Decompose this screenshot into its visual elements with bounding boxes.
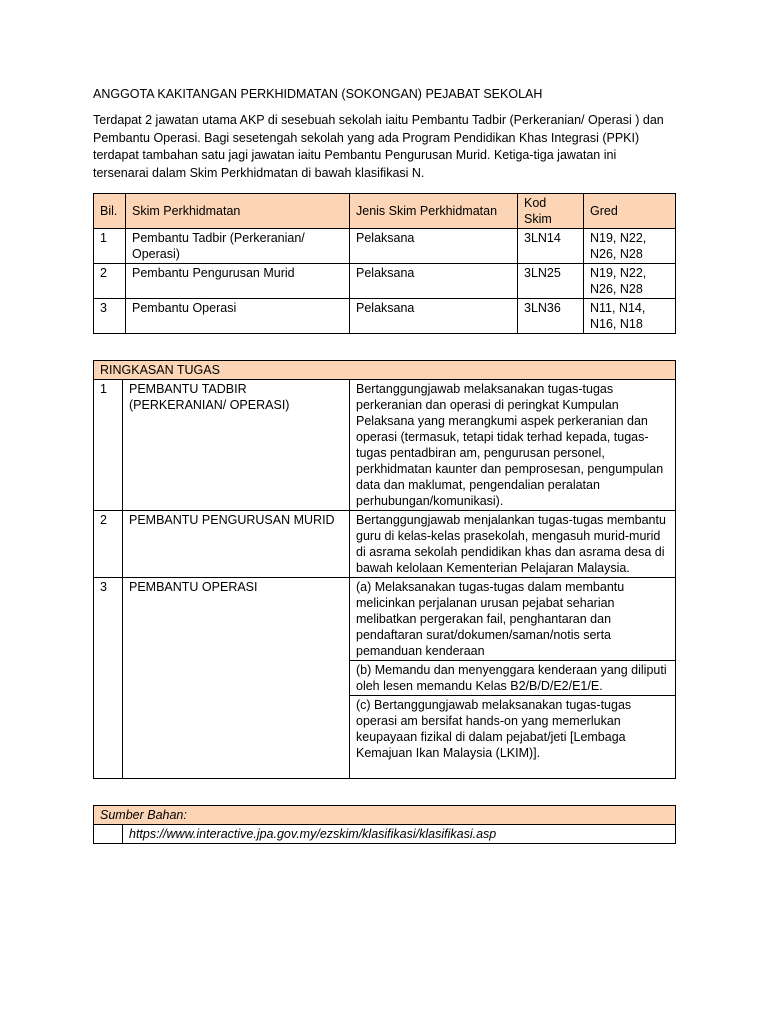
source-table-header <box>94 806 676 825</box>
cell-tugas-b: (b) Memandu dan menyenggara kenderaan yang diliputi oleh lesen memandu Kelas B2/B/D/E2/E1/E. <box>350 661 676 696</box>
cell-tugas-a: (a) Melaksanakan tugas-tugas dalam membantu melicinkan perjalanan urusan pejabat seharian melibatkan pergerakan fail, penghantaran dan pendaftaran surat/dokumen/saman/notis serta pemanduan kenderaan <box>350 578 676 661</box>
cell-bil: 1 <box>94 229 126 264</box>
cell-empty <box>94 825 123 844</box>
col-jenis: Jenis Skim Perkhidmatan <box>350 194 518 229</box>
duties-header-label: RINGKASAN TUGAS <box>94 361 676 380</box>
col-bil: Bil. <box>94 194 126 229</box>
document-title: ANGGOTA KAKITANGAN PERKHIDMATAN (SOKONGAN) PEJABAT SEKOLAH <box>93 87 543 101</box>
cell-bil: 3 <box>94 578 123 779</box>
col-kod: Kod Skim <box>518 194 584 229</box>
scheme-table <box>93 193 676 334</box>
cell-bil: 2 <box>94 264 126 299</box>
cell-tugas: Bertanggungjawab menjalankan tugas-tugas membantu guru di kelas-kelas prasekolah, mengasuh murid-murid di asrama sekolah pendidikan khas dan asrama desa di bawah kelolaan Kementerian Pelajaran Malaysia. <box>350 511 676 578</box>
duties-table <box>93 360 676 779</box>
cell-jenis: Pelaksana <box>350 299 518 334</box>
cell-bil: 2 <box>94 511 123 578</box>
cell-bil: 1 <box>94 380 123 511</box>
cell-jawatan: PEMBANTU TADBIR (PERKERANIAN/ OPERASI) <box>123 380 350 511</box>
cell-skim: Pembantu Tadbir (Perkeranian/ Operasi) <box>126 229 350 264</box>
table-row <box>94 229 676 264</box>
cell-kod: 3LN36 <box>518 299 584 334</box>
cell-gred: N11, N14, N16, N18 <box>584 299 676 334</box>
table-row <box>94 264 676 299</box>
cell-bil: 3 <box>94 299 126 334</box>
cell-tugas-c: (c) Bertanggungjawab melaksanakan tugas-tugas operasi am bersifat hands-on yang memerlukan keupayaan fizikal di dalam pejabat/jeti [Lembaga Kemajuan Ikan Malaysia (LKIM)]. <box>350 696 676 779</box>
cell-jawatan: PEMBANTU OPERASI <box>123 578 350 779</box>
table-row <box>94 380 676 511</box>
col-skim: Skim Perkhidmatan <box>126 194 350 229</box>
cell-jenis: Pelaksana <box>350 229 518 264</box>
scheme-table-header <box>94 194 676 229</box>
document-page <box>93 86 675 844</box>
source-url: https://www.interactive.jpa.gov.my/ezskim/klasifikasi/klasifikasi.asp <box>123 825 676 844</box>
table-row <box>94 299 676 334</box>
source-header-label: Sumber Bahan: <box>94 806 676 825</box>
table-row <box>94 825 676 844</box>
cell-kod: 3LN14 <box>518 229 584 264</box>
cell-skim: Pembantu Pengurusan Murid <box>126 264 350 299</box>
table-row <box>94 511 676 578</box>
cell-jawatan: PEMBANTU PENGURUSAN MURID <box>123 511 350 578</box>
cell-gred: N19, N22, N26, N28 <box>584 229 676 264</box>
cell-gred: N19, N22, N26, N28 <box>584 264 676 299</box>
col-gred: Gred <box>584 194 676 229</box>
intro-paragraph: Terdapat 2 jawatan utama AKP di sesebuah sekolah iaitu Pembantu Tadbir (Perkeranian/ Operasi ) dan Pembantu Operasi. Bagi sesetengah sekolah yang ada Program Pendidikan Khas Integrasi (PPKI) terdapat tambahan satu jagi jawatan iaitu Pembantu Pengurusan Murid. Ketiga-tiga jawatan ini tersenarai dalam Skim Perkhidmatan di bawah klasifikasi N. <box>93 113 664 180</box>
cell-jenis: Pelaksana <box>350 264 518 299</box>
cell-tugas: Bertanggungjawab melaksanakan tugas-tugas perkeranian dan operasi di peringkat Kumpulan Pelaksana yang merangkumi aspek perkeranian dan operasi (termasuk, tetapi tidak terhad kepada, tugas-tugas pentadbiran am, pengurusan personel, perkhidmatan kaunter dan pemprosesan, pengumpulan data dan maklumat, pengendalian peralatan perhubungan/komunikasi). <box>350 380 676 511</box>
source-table <box>93 805 676 844</box>
cell-kod: 3LN25 <box>518 264 584 299</box>
duties-table-header <box>94 361 676 380</box>
table-row <box>94 578 676 661</box>
cell-skim: Pembantu Operasi <box>126 299 350 334</box>
